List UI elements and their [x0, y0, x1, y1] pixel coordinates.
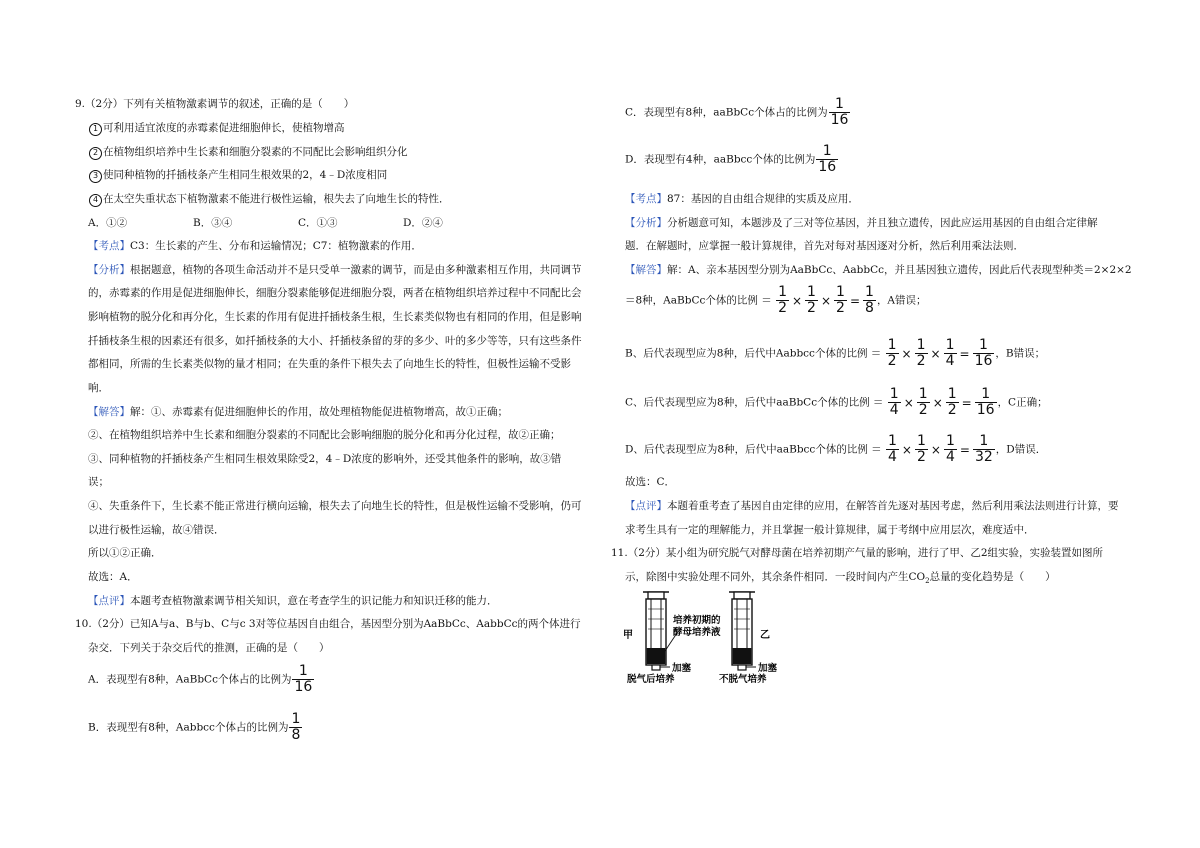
q9-jieda-2: ②、在植物组织培养中生长素和细胞分裂素的不同配比会影响细胞的脱分化和再分化过程，故②正确； [88, 429, 561, 441]
q9-kaodian: 【考点】C3：生长素的产生、分布和运输情况；C7：植物激素的作用． [88, 240, 422, 252]
label-jia: 甲 [623, 630, 633, 641]
q9-stem: 9.（2分）下列有关植物激素调节的叙述，正确的是（ ） [75, 98, 355, 110]
q10-jieda-b: B、后代表现型应为8种，后代中Aabbcc个体的比例 ＝ $\frac{1}{2}$ × $\frac{1}{2}$ × $\frac{1}{4}$ = $\frac{1}{16}$ ，B错误； [625, 337, 1046, 369]
q10-fenxi-1: 【分析】分析题意可知，本题涉及了三对等位基因，并且独立遗传，因此应运用基因的自由组合定律解 [625, 217, 1098, 229]
equation: $\frac{1}{2}$ × $\frac{1}{2}$ × $\frac{1}{4}$ = $\frac{1}{16}$ [887, 337, 993, 369]
q9-dianping: 【点评】本题考查植物激素调节相关知识，意在考查学生的识记能力和知识迁移的能力． [88, 595, 498, 607]
q9-options [88, 216, 443, 230]
caption-jia: 脱气后培养 [627, 674, 675, 685]
label-medium-1: 培养初期的 [673, 615, 721, 626]
q10-dianping-1: 【点评】本题着重考查了基因自由定律的应用，在解答首先逐对基因考虑，然后利用乘法法则进行计算，要 [625, 500, 1119, 512]
q10-option-d: D．表现型有4种，aaBbcc个体的比例为 $\frac{1}{16}$ [625, 143, 837, 175]
equation: $\frac{1}{4}$ × $\frac{1}{2}$ × $\frac{1}{4}$ = $\frac{1}{32}$ [888, 433, 993, 465]
q10-jieda-d: D、后代表现型应为8种，后代中aaBbcc个体的比例 ＝ $\frac{1}{4}$ × $\frac{1}{2}$ × $\frac{1}{4}$ = $\frac{1}{32}$ ，D错误． [625, 433, 1047, 465]
equation: $\frac{1}{2}$ × $\frac{1}{2}$ × $\frac{1}{2}$ = $\frac{1}{8}$ [778, 284, 874, 316]
q9-statement-4: 4 在太空失重状态下植物激素不能进行极性运输，根失去了向地生长的特性． [88, 192, 450, 207]
q9-jieda-3b: 误； [88, 476, 109, 488]
q9-fenxi-1: 【分析】根据题意，植物的各项生命活动并不是只受单一激素的调节，而是由多种激素相互作用，共同调节 [88, 264, 582, 276]
q10-jieda-a: ＝8种，AaBbCc个体的比例 ＝ $\frac{1}{2}$ × $\frac{1}{2}$ × $\frac{1}{2}$ = $\frac{1}{8}$ ，A错误； [625, 284, 927, 316]
q10-option-c: C．表现型有8种，aaBbCc个体占的比例为 $\frac{1}{16}$ [625, 96, 849, 128]
q9-fenxi-4: 扦插枝条生根的因素还有很多，如扦插枝条的大小、扦插枝条留的芽的多少、叶的多少等等，只有这些条件 [88, 335, 582, 347]
q11-stem-1: 11.（2分）某小组为研究脱气对酵母菌在培养初期产气量的影响，进行了甲、乙2组实验，实验装置如图所 [611, 547, 1104, 559]
q9-fenxi-6: 响． [88, 382, 109, 394]
q10-stem-1: 10.（2分）已知A与a、B与b、C与c 3对等位基因自由组合，基因型分别为AaBbCc、AabbCc的两个体进行 [75, 618, 581, 630]
q9-statement-2: 2 在植物组织培养中生长素和细胞分裂素的不同配比会影响组织分化 [88, 145, 408, 160]
q10-jieda-c: C、后代表现型应为8种，后代中aaBbCc个体的比例 ＝ $\frac{1}{4}$ × $\frac{1}{2}$ × $\frac{1}{2}$ = $\frac{1}{16}$ ，C正确； [625, 386, 1048, 418]
fraction: $\frac{1}{16}$ [830, 96, 849, 128]
q9-option-a: A．①② [88, 217, 128, 229]
q9-option-d: D．②④ [403, 217, 443, 229]
q9-fenxi-5: 都相同，所需的生长素类似物的量才相同；在失重的条件下根失去了向地生长的特性，但极性运输不受影 [88, 358, 571, 370]
q9-statement-1: 1 可利用适宜浓度的赤霉素促进细胞伸长，使植物增高 [88, 121, 345, 136]
q10-jieda-1: 【解答】解：A、亲本基因型分别为AaBbCc、AabbCc，并且基因独立遗传，因此后代表现型种类＝2×2×2 [625, 264, 1132, 276]
q9-jieda-3: ③、同种植物的扦插枝条产生相同生根效果除受2，4﹣D浓度的影响外，还受其他条件的影响，故③错 [88, 453, 562, 465]
q11-stem-2: 示，除图中实验处理不同外，其余条件相同．一段时间内产生$CO_2$总量的变化趋势是（ ） [625, 571, 1056, 586]
device-jia [643, 592, 670, 670]
q10-kaodian: 【考点】87：基因的自由组合规律的实质及应用． [625, 193, 859, 205]
apparatus-figure [615, 585, 825, 685]
fraction: $\frac{1}{8}$ [291, 711, 301, 743]
q9-fenxi-3: 影响植物的脱分化和再分化，生长素的作用有促进扦插枝条生根，生长素类似物也有相同的作用，但是影响 [88, 311, 582, 323]
q9-jieda-4b: 以进行极性运输，故④错误． [88, 524, 225, 536]
q10-answer: 故选：C． [625, 476, 676, 488]
q9-jieda-4: ④、失重条件下，生长素不能正常进行横向运输，根失去了向地生长的特性，但是极性运输不受影响，仍可 [88, 500, 582, 512]
q9-jieda-1: 【解答】解：①、赤霉素有促进细胞伸长的作用，故处理植物能促进植物增高，故①正确； [88, 406, 508, 418]
q9-option-c: C．①③ [298, 217, 338, 229]
fraction: $\frac{1}{16}$ [818, 143, 837, 175]
q10-option-a: A．表现型有8种，AaBbCc个体占的比例为 $\frac{1}{16}$ [88, 663, 313, 695]
q10-fenxi-2: 题．在解题时，应掌握一般计算规律，首先对每对基因逐对分析，然后利用乘法法则． [625, 240, 1024, 252]
device-yi [729, 592, 756, 670]
q10-dianping-2: 求考生具有一定的理解能力，并且掌握一般计算规律，属于考纲中应用层次，难度适中． [625, 524, 1035, 536]
q9-answer: 故选：A． [88, 571, 138, 583]
label-yi: 乙 [760, 630, 770, 641]
label-plug-2: 加塞 [758, 663, 778, 674]
q9-jieda-5: 所以①②正确． [88, 547, 162, 559]
caption-yi: 不脱气培养 [719, 674, 767, 685]
q10-option-b: B．表现型有8种，Aabbcc个体占的比例为 $\frac{1}{8}$ [88, 711, 301, 743]
label-medium-2: 酵母培养液 [673, 627, 721, 638]
q10-stem-2: 杂交．下列关于杂交后代的推测，正确的是（ ） [88, 642, 330, 654]
q9-option-b: B．③④ [193, 217, 233, 229]
q9-statement-3: 3 使同种植物的扦插枝条产生相同生根效果的2，4﹣D浓度相同 [88, 168, 387, 183]
fraction: $\frac{1}{16}$ [294, 663, 313, 695]
equation: $\frac{1}{4}$ × $\frac{1}{2}$ × $\frac{1}{2}$ = $\frac{1}{16}$ [889, 386, 995, 418]
label-plug-1: 加塞 [672, 663, 692, 674]
q9-fenxi-2: 的，赤霉素的作用是促进细胞伸长，细胞分裂素能够促进细胞分裂，两者在植物组织培养过程中不同配比会 [88, 287, 582, 299]
